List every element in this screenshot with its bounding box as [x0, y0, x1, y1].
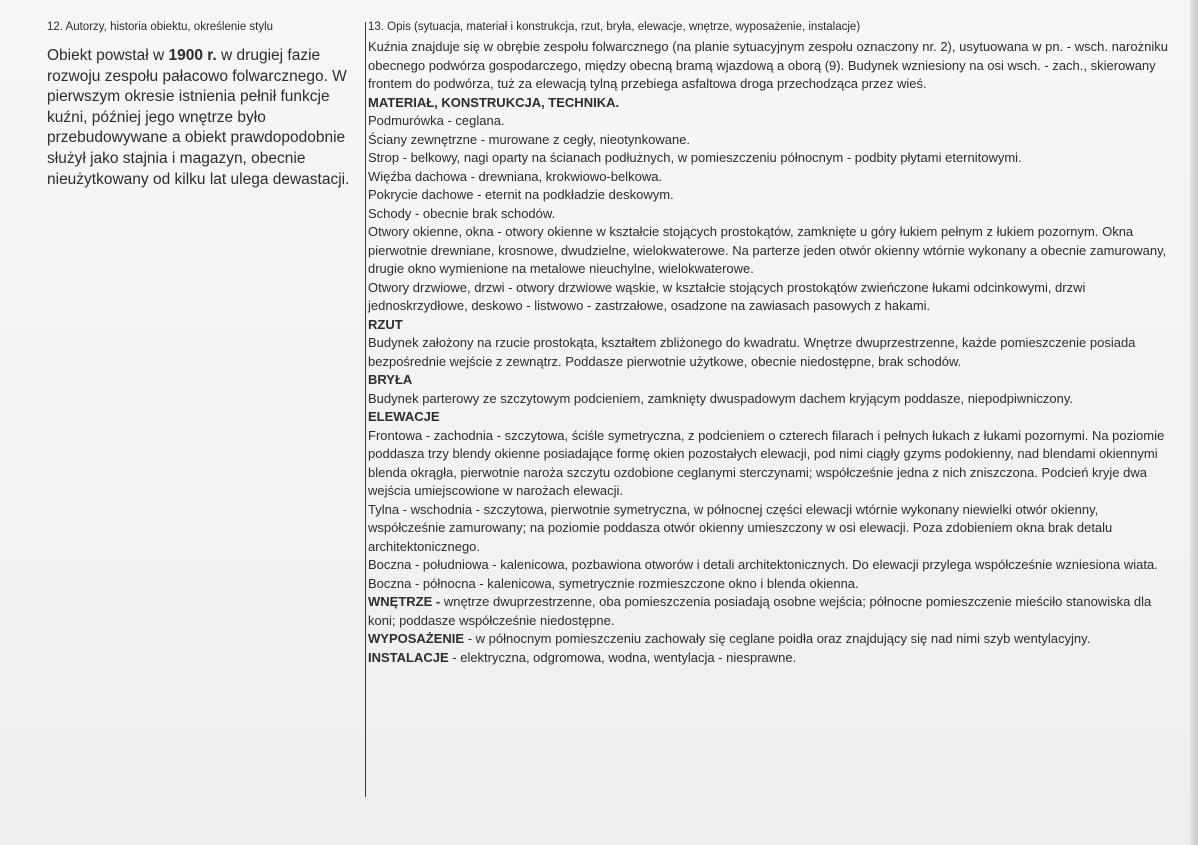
material-item: Otwory drzwiowe, drzwi - otwory drzwiowe wąskie, w kształcie stojących prostokątów zwieńczone łukami odcinkowymi, drzwi jednoskrzydłowe, deskowo - listwowo - zastrzałowe, osadzone na zawiasach pasowych z hakami.: [368, 279, 1086, 313]
section-13-heading: 13. Opis (sytuacja, materiał i konstrukcja, rzut, bryła, elewacje, wnętrze, wyposażenie, instalacje): [368, 21, 861, 33]
instalacje-paragraph: [368, 649, 1168, 668]
bryla-heading: BRYŁA: [368, 372, 413, 387]
rzut-heading: RZUT: [368, 316, 403, 332]
wnetrze-text: wnętrze dwuprzestrzenne, oba pomieszczenia posiadają osobne wejścia; północne pomieszczenie mieściło stanowiska dla koni; poddasze współcześnie niedostępne.: [368, 594, 1152, 628]
section-12: [47, 20, 357, 190]
wyposazenie-paragraph: [368, 630, 1168, 649]
paper-edge: [1190, 0, 1198, 845]
material-item: Strop - belkowy, nagi oparty na ścianach podłużnych, w pomieszczeniu północnym - podbity płytami eternitowymi.: [368, 150, 1022, 165]
intro-paragraph: Kuźnia znajduje się w obrębie zespołu folwarcznego (na planie sytuacyjnym zespołu oznaczony nr. 2), usytuowana w pn. - wsch. narożniku obecnego podwórza gospodarczego, między obecną bramą wjazdową a oborą (9). Budynek wzniesiony na osi wsch. - zach., skierowany frontem do podwórza, tuż za elewacją tylną przebiega asfaltowa droga przechodząca przez wieś.: [368, 39, 1168, 91]
history-text-b: w drugiej fazie rozwoju zespołu pałacowo folwarcznego. W pierwszym okresie istnienia pełnił funkcje kuźni, później jego wnętrze było przebudowywane a obiekt prawdopodobnie służył jako stajnia i magazyn, obecnie nieużytkowany od kilku lat ulega dewastacji.: [47, 47, 350, 188]
history-text: [47, 46, 357, 190]
wyposazenie-text: - w północnym pomieszczeniu zachowały się ceglane poidła oraz znajdujący się nad nimi szyb wentylacyjny.: [464, 631, 1091, 646]
elewacje-item: Frontowa - zachodnia - szczytowa, ściśle symetryczna, z podcieniem o czterech filarach i pełnych łukach z łukami pozornymi. Na poziomie poddasza trzy blendy okienne posiadające formę okien pozostałych elewacji, pod nimi ciągły gzyms podokienny, nad blendami okiennymi blenda okrągła, pierwotnie naroża szczytu ozdobione ceglanymi sterczynami; współcześnie jedna z nich zniszczona. Podcień kryje dwa wejścia umiejscowione w narożach elewacji.: [368, 427, 1165, 498]
instalacje-label: INSTALACJE: [368, 649, 449, 665]
history-text-a: Obiekt powstał w: [47, 47, 169, 64]
section-13: [368, 20, 1168, 667]
material-item: Schody - obecnie brak schodów.: [368, 205, 556, 221]
material-heading: MATERIAŁ, KONSTRUKCJA, TECHNIKA.: [368, 94, 620, 110]
material-item: Ściany zewnętrzne - murowane z cegły, nieotynkowane.: [368, 131, 691, 147]
material-item: Więźba dachowa - drewniana, krokwiowo-belkowa.: [368, 168, 663, 184]
elewacje-item: Tylna - wschodnia - szczytowa, pierwotnie symetryczna, w północnej części elewacji wtórnie wykonany niewielki otwór okienny, współcześnie zamurowany; na poziomie poddasza otwór okienny umieszczony w osi elewacji. Poza zdobieniem okna brak detalu architektonicznego.: [368, 501, 1113, 554]
wyposazenie-label: WYPOSAŻENIE: [368, 631, 465, 646]
history-year: 1900 r.: [168, 47, 217, 64]
elewacje-heading: ELEWACJE: [368, 409, 440, 424]
elewacje-item: Boczna - południowa - kalenicowa, pozbawiona otworów i detali architektonicznych. Do elewacji przylega współcześnie wzniesiona wiata.: [368, 557, 1158, 572]
material-item: Otwory okienne, okna - otwory okienne w kształcie stojących prostokątów, zamknięte u góry łukiem pełnym z łukiem pozornym. Okna pierwotnie drewniane, krosnowe, dwudzielne, wielokwaterowe. Na parterze jeden otwór okienny wtórnie wykonany a obecnie zamurowany, drugie okno wymienione na metalowe nieuchylne, wielokwaterowe.: [368, 224, 1167, 276]
wnetrze-label: WNĘTRZE -: [368, 594, 441, 609]
column-divider: [365, 22, 366, 797]
section-12-heading: 12. Autorzy, historia obiektu, określenie stylu: [47, 21, 274, 33]
material-item: Pokrycie dachowe - eternit na podkładzie deskowym.: [368, 187, 674, 202]
description-body: [368, 38, 1168, 667]
material-item: Podmurówka - ceglana.: [368, 113, 505, 128]
bryla-paragraph: Budynek parterowy ze szczytowym podcieniem, zamknięty dwuspadowym dachem kryjącym poddasze, niepodpiwniczony.: [368, 390, 1073, 406]
instalacje-text: - elektryczna, odgromowa, wodna, wentylacja - niesprawne.: [448, 649, 797, 665]
elewacje-item: Boczna - północna - kalenicowa, symetrycznie rozmieszczone okno i blenda okienna.: [368, 575, 859, 591]
rzut-paragraph: Budynek założony na rzucie prostokąta, kształtem zbliżonego do kwadratu. Wnętrze dwuprzestrzenne, każde pomieszczenie posiada bezpośrednie wejście z zewnątrz. Poddasze pierwotnie użytkowe, obecnie niedostępne, brak schodów.: [368, 335, 1136, 369]
wnetrze-paragraph: [368, 593, 1168, 630]
